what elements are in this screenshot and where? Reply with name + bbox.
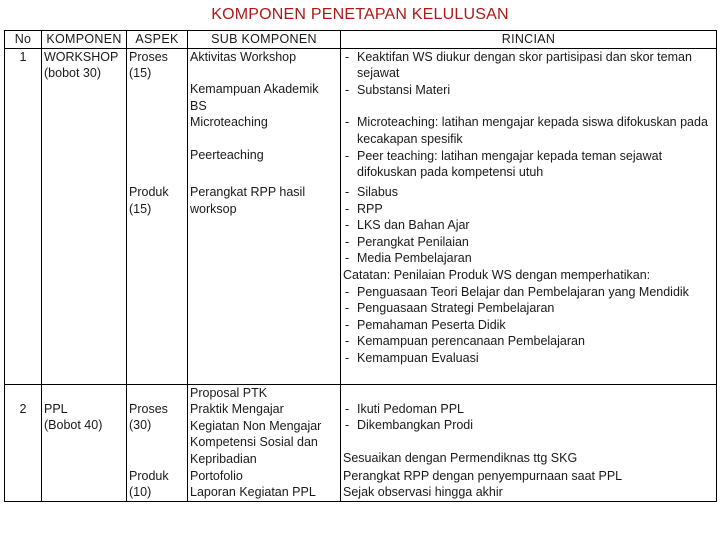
rincian-item: - Dikembangkan Prodi (345, 418, 474, 433)
rincian-item: Perangkat RPP dengan penyempurnaan saat PPL (343, 468, 623, 483)
rincian-item: - Perangkat Penilaian (345, 234, 469, 249)
sub-komponen-cell (188, 468, 341, 502)
sub-komponen-cell (188, 384, 341, 467)
rincian-cell (341, 184, 717, 384)
rincian-item: - RPP (345, 201, 383, 216)
header-komponen: KOMPONEN (42, 31, 127, 49)
rincian-cell (341, 48, 717, 184)
sub-komponen-cell: Perangkat RPP hasil worksop (188, 184, 341, 384)
komponen-name: WORKSHOP (44, 49, 119, 64)
aspek-cell: Produk (15) (127, 184, 188, 384)
catatan-item: - Pemahaman Peserta Didik (345, 317, 506, 332)
catatan-item: - Kemampuan Evaluasi (345, 351, 479, 366)
rincian-item: Sejak observasi hingga akhir (343, 485, 503, 500)
sub-komponen-item: Peerteaching (190, 147, 264, 162)
rincian-item: - Peer teaching: latihan mengajar kepada teman sejawat difokuskan pada kompetensi utuh (345, 148, 663, 180)
header-aspek: ASPEK (127, 31, 188, 49)
catatan-item: - Penguasaan Strategi Pembelajaran (345, 301, 555, 316)
table-row (5, 384, 717, 467)
rincian-cell (341, 468, 717, 502)
komponen-name: PPL (44, 401, 68, 416)
rincian-item: - LKS dan Bahan Ajar (345, 218, 470, 233)
catatan-note: Catatan: Penilaian Produk WS dengan memperhatikan: (343, 268, 651, 283)
aspek-cell: Produk (10) (127, 468, 188, 502)
sub-komponen-item: Laporan Kegiatan PPL (190, 485, 316, 500)
catatan-item: - Penguasaan Teori Belajar dan Pembelajaran yang Mendidik (345, 284, 689, 299)
komponen-weight: (Bobot 40) (44, 418, 103, 433)
rincian-cell (341, 384, 717, 467)
row-number: 1 (5, 48, 42, 384)
rincian-item: - Ikuti Pedoman PPL (345, 401, 465, 416)
rincian-item: - Media Pembelajaran (345, 251, 472, 266)
komponen-cell (42, 48, 127, 384)
table-row (5, 48, 717, 184)
page-title: KOMPONEN PENETAPAN KELULUSAN (211, 6, 509, 23)
header-sub-komponen: SUB KOMPONEN (188, 31, 341, 49)
komponen-weight: (bobot 30) (44, 66, 101, 81)
header-row (5, 31, 717, 49)
catatan-item: - Kemampuan perencanaan Pembelajaran (345, 334, 585, 349)
sub-komponen-item: Kemampuan Akademik BS (190, 82, 319, 113)
sub-komponen-item: Praktik Mengajar (190, 402, 284, 417)
sub-komponen-cell (188, 48, 341, 184)
sub-komponen-item: Kegiatan Non Mengajar (190, 418, 322, 433)
rincian-item: - Substansi Materi (345, 82, 451, 97)
header-rincian: RINCIAN (341, 31, 717, 49)
header-no: No (5, 31, 42, 49)
sub-komponen-item: Aktivitas Workshop (190, 49, 297, 64)
komponen-cell (42, 384, 127, 501)
rincian-item: - Microteaching: latihan mengajar kepada siswa difokuskan pada kecakapan spesifik (345, 115, 708, 146)
sub-komponen-item: Proposal PTK (190, 385, 268, 400)
aspek-cell: Proses (30) (127, 384, 188, 467)
aspek-cell: Proses (15) (127, 48, 188, 184)
rincian-item: Sesuaikan dengan Permendiknas ttg SKG (343, 450, 578, 465)
rincian-item: - Silabus (345, 185, 398, 200)
row-number: 2 (5, 384, 42, 501)
sub-komponen-item: Kompetensi Sosial dan Kepribadian (190, 435, 318, 466)
rincian-item: - Keaktifan WS diukur dengan skor partisipasi dan skor teman sejawat (345, 49, 692, 81)
sub-komponen-item: Portofolio (190, 468, 243, 483)
kelulusan-table (4, 30, 717, 502)
sub-komponen-item: Microteaching (190, 115, 268, 130)
